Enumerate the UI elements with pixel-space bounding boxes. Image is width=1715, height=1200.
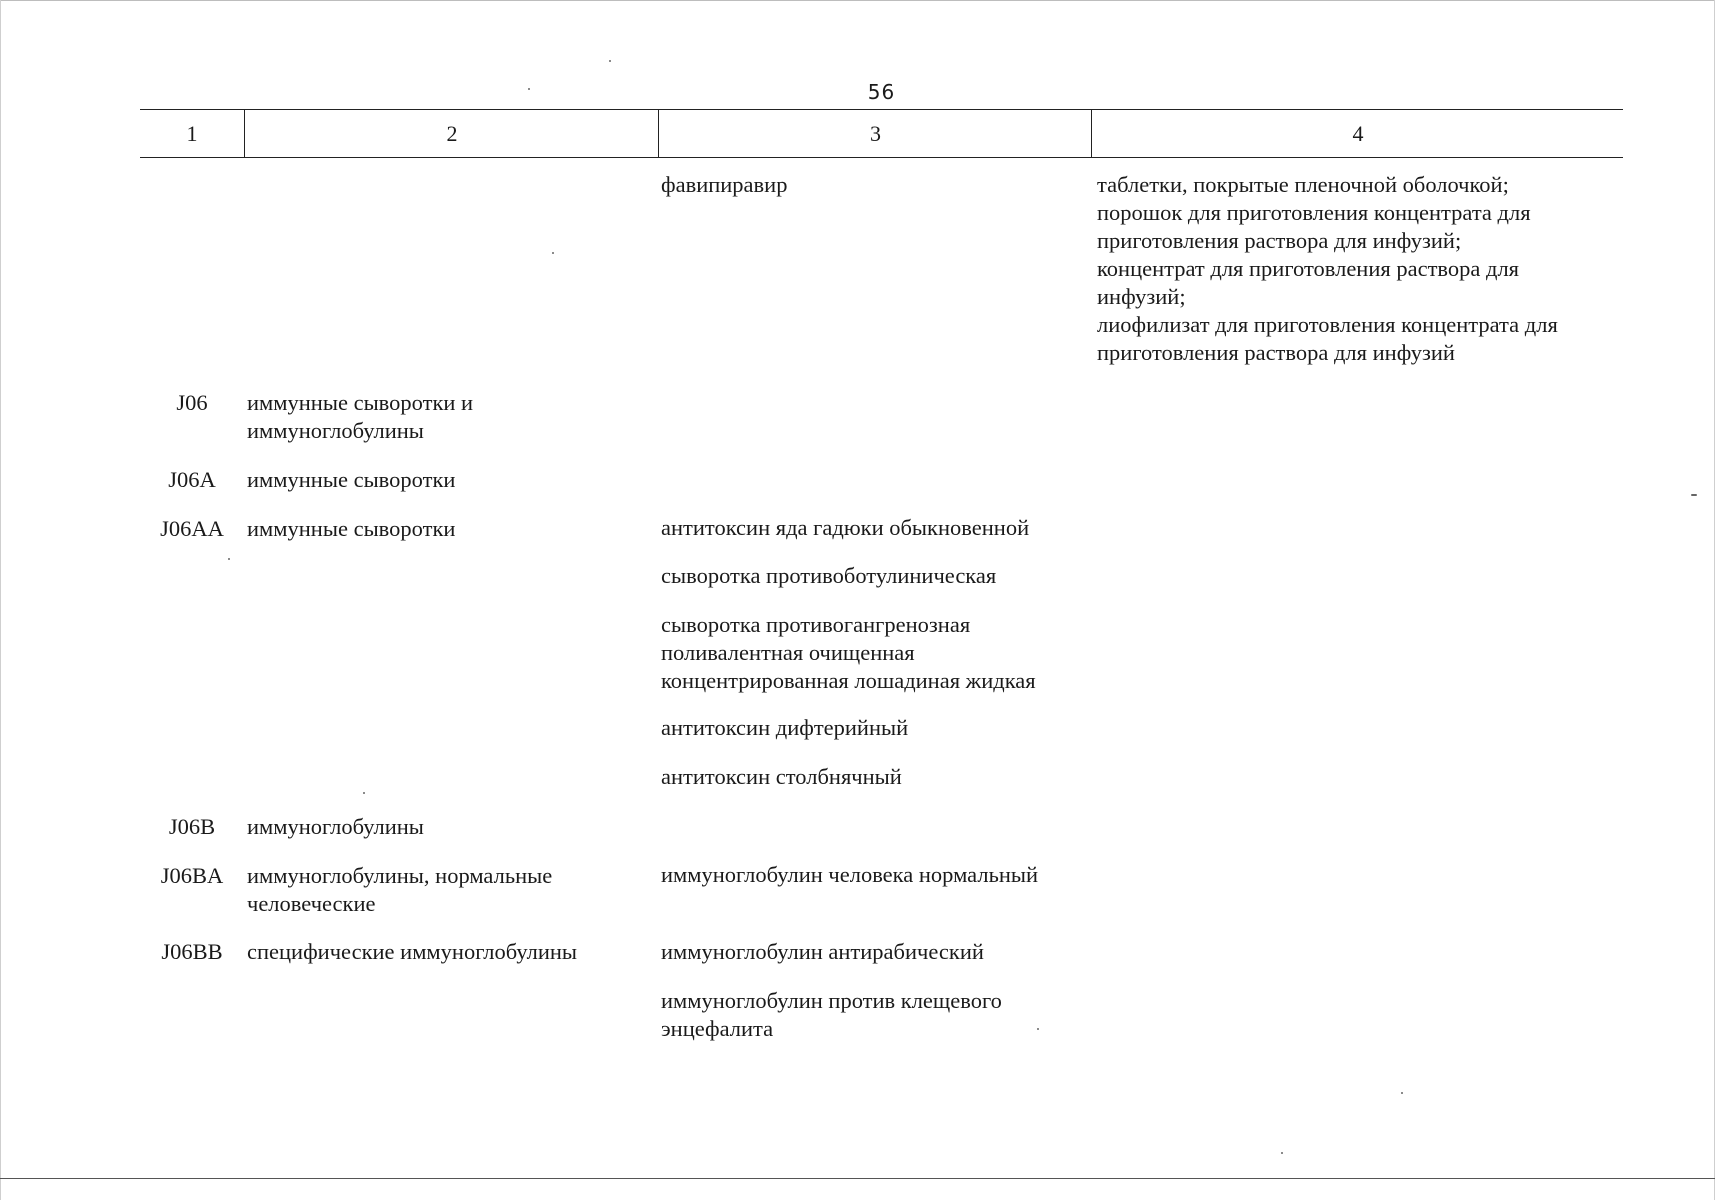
header-col-3: 3 xyxy=(658,110,1092,157)
scan-speck xyxy=(1691,494,1697,496)
drug-antigangrene-serum-line: сыворотка противогангренозная xyxy=(661,612,971,637)
scan-speck xyxy=(1401,1092,1403,1094)
atc-code-j06b: J06B xyxy=(168,814,216,839)
atc-code-j06aa: J06AA xyxy=(160,516,224,541)
drug-antigangrene-serum-line: концентрированная лошадиная жидкая xyxy=(661,668,1036,693)
scan-speck xyxy=(609,60,611,62)
dosage-form-line: таблетки, покрытые пленочной оболочкой; xyxy=(1097,172,1509,197)
group-name-line: иммуноглобулины, нормальные xyxy=(247,863,553,888)
atc-code-j06a: J06A xyxy=(168,467,216,492)
drug-tick-encephalitis-immunoglobulin-line: иммуноглобулин против клещевого xyxy=(661,988,1002,1013)
atc-code-j06bb: J06BB xyxy=(161,939,223,964)
scan-speck xyxy=(552,252,554,254)
dosage-form-line: лиофилизат для приготовления концентрата для xyxy=(1097,312,1558,337)
scan-speck xyxy=(1281,1152,1283,1154)
page-edge-bottom xyxy=(0,1178,1715,1179)
page-number xyxy=(0,80,1715,104)
group-name-j06b: иммуноглобулины xyxy=(247,814,424,839)
page-edge-left xyxy=(0,0,1,1200)
drug-normal-human-immunoglobulin: иммуноглобулин человека нормальный xyxy=(661,862,1039,887)
group-name-line: иммуноглобулины xyxy=(247,418,424,443)
page-edge-top xyxy=(0,0,1715,1)
group-name-j06bb: специфические иммуноглобулины xyxy=(247,939,578,964)
scan-speck xyxy=(1037,1028,1039,1030)
drug-antigangrene-serum-line: поливалентная очищенная xyxy=(661,640,915,665)
drug-favipiravir: фавипиравир xyxy=(661,172,788,197)
drug-antibotulinum-serum: сыворотка противоботулиническая xyxy=(661,563,997,588)
group-name-line: человеческие xyxy=(247,891,376,916)
drug-viper-antitoxin: антитоксин яда гадюки обыкновенной xyxy=(661,515,1030,540)
group-name-j06aa: иммунные сыворотки xyxy=(247,516,456,541)
drug-antirabies-immunoglobulin: иммуноглобулин антирабический xyxy=(661,939,984,964)
drug-tick-encephalitis-immunoglobulin-line: энцефалита xyxy=(661,1016,774,1041)
scan-speck xyxy=(528,88,530,90)
dosage-form-line: инфузий; xyxy=(1097,284,1186,309)
scan-speck xyxy=(228,558,230,560)
scan-speck xyxy=(363,792,365,794)
atc-code-j06ba: J06BA xyxy=(160,863,224,888)
header-col-4: 4 xyxy=(1091,110,1624,157)
atc-code-j06: J06 xyxy=(176,390,208,415)
group-name-j06a: иммунные сыворотки xyxy=(247,467,456,492)
header-col-1: 1 xyxy=(186,120,198,146)
drug-diphtheria-antitoxin: антитоксин дифтерийный xyxy=(661,715,909,740)
group-name-line: иммунные сыворотки и xyxy=(247,390,474,415)
page-number-text: 56 xyxy=(867,80,896,104)
dosage-form-line: порошок для приготовления концентрата для xyxy=(1097,200,1531,225)
dosage-form-line: приготовления раствора для инфузий xyxy=(1097,340,1455,365)
dosage-form-line: приготовления раствора для инфузий; xyxy=(1097,228,1462,253)
header-col-2: 2 xyxy=(244,110,659,157)
dosage-form-line: концентрат для приготовления раствора для xyxy=(1097,256,1520,281)
table-header-row xyxy=(140,109,1623,158)
drug-tetanus-antitoxin: антитоксин столбнячный xyxy=(661,764,902,789)
